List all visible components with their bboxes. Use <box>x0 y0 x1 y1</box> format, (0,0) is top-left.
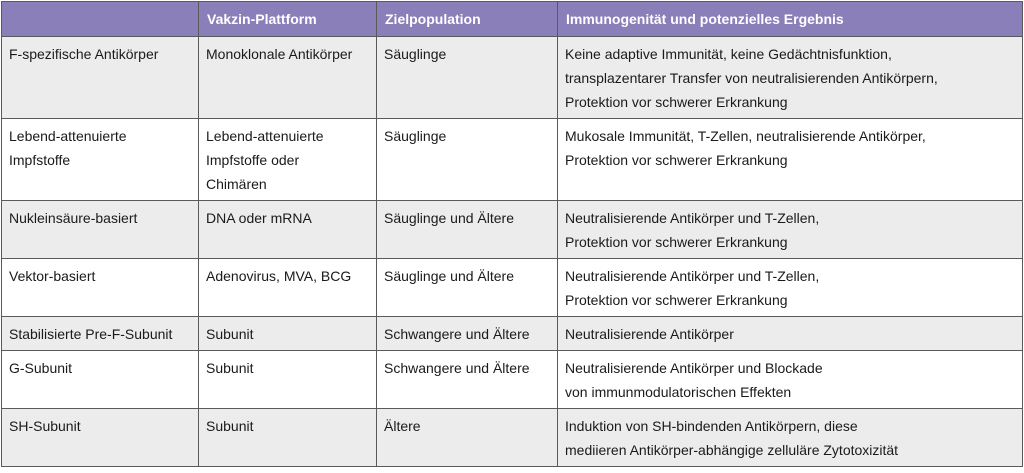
cell-name <box>2 409 199 467</box>
cell-text-line: Säuglinge und Ältere <box>384 268 514 284</box>
cell-platform <box>199 409 377 467</box>
cell-text-line: Impfstoffe oder <box>206 152 300 168</box>
cell-platform <box>199 259 377 317</box>
cell-name <box>2 351 199 409</box>
cell-text-line: Nukleinsäure-basiert <box>9 210 138 226</box>
header-cell-name <box>2 2 199 37</box>
cell-outcome <box>558 409 1023 467</box>
cell-text-line: Induktion von SH-bindenden Antikörpern, diese <box>565 418 858 434</box>
cell-text-line: Protektion vor schwerer Erkrankung <box>565 234 788 250</box>
cell-text-line: Schwangere und Ältere <box>384 326 530 342</box>
cell-text-line: SH-Subunit <box>9 418 81 434</box>
cell-text-line: Ältere <box>384 418 421 434</box>
cell-text-line: Chimären <box>206 176 267 192</box>
cell-platform <box>199 351 377 409</box>
cell-text-line: F-spezifische Antikörper <box>9 46 159 62</box>
cell-population <box>377 317 558 351</box>
cell-text-line: Neutralisierende Antikörper <box>565 326 734 342</box>
table-row <box>2 201 1023 259</box>
cell-outcome <box>558 259 1023 317</box>
cell-text-line: Protektion vor schwerer Erkrankung <box>565 292 788 308</box>
cell-outcome <box>558 37 1023 119</box>
cell-outcome <box>558 201 1023 259</box>
cell-name <box>2 37 199 119</box>
table-row <box>2 409 1023 467</box>
cell-text-line: Monoklonale Antikörper <box>206 46 353 62</box>
header-cell-platform: Vakzin-Plattform <box>199 2 377 37</box>
cell-text-line: Säuglinge <box>384 128 447 144</box>
cell-text-line: Neutralisierende Antikörper und T-Zellen, <box>565 268 820 284</box>
table-row <box>2 37 1023 119</box>
cell-text-line: transplazentarer Transfer von neutralisierenden Antikörpern, <box>565 70 938 86</box>
cell-text-line: Lebend-attenuierte <box>206 128 324 144</box>
cell-text-line: Säuglinge und Ältere <box>384 210 514 226</box>
cell-platform <box>199 119 377 201</box>
cell-name <box>2 259 199 317</box>
table-row <box>2 317 1023 351</box>
cell-text-line: Stabilisierte Pre-F-Subunit <box>9 326 173 342</box>
cell-text-line: Schwangere und Ältere <box>384 360 530 376</box>
cell-text-line: Impfstoffe <box>9 152 71 168</box>
cell-text-line: Keine adaptive Immunität, keine Gedächtnisfunktion, <box>565 46 892 62</box>
cell-population <box>377 351 558 409</box>
cell-population <box>377 409 558 467</box>
cell-outcome <box>558 351 1023 409</box>
cell-text-line: DNA oder mRNA <box>206 210 312 226</box>
cell-text-line: Lebend-attenuierte <box>9 128 127 144</box>
cell-platform <box>199 37 377 119</box>
table-row <box>2 119 1023 201</box>
cell-population <box>377 201 558 259</box>
cell-text-line: mediieren Antikörper-abhängige zelluläre Zytotoxizität <box>565 442 899 458</box>
cell-text-line: Protektion vor schwerer Erkrankung <box>565 94 788 110</box>
cell-platform <box>199 201 377 259</box>
cell-text-line: Säuglinge <box>384 46 447 62</box>
header-cell-outcome: Immunogenität und potenzielles Ergebnis <box>558 2 1023 37</box>
cell-text-line: G-Subunit <box>9 360 73 376</box>
cell-text-line: Vektor-basiert <box>9 268 96 284</box>
cell-text-line: Subunit <box>206 360 254 376</box>
cell-text-line: Protektion vor schwerer Erkrankung <box>565 152 788 168</box>
cell-outcome <box>558 119 1023 201</box>
table-row <box>2 259 1023 317</box>
cell-text-line: Neutralisierende Antikörper und T-Zellen, <box>565 210 820 226</box>
cell-name <box>2 201 199 259</box>
table-row <box>2 351 1023 409</box>
cell-population <box>377 119 558 201</box>
vaccine-table <box>1 1 1023 467</box>
table-body <box>2 37 1023 467</box>
cell-name <box>2 317 199 351</box>
cell-outcome <box>558 317 1023 351</box>
cell-text-line: Subunit <box>206 418 254 434</box>
cell-name <box>2 119 199 201</box>
cell-population <box>377 259 558 317</box>
header-cell-population: Zielpopulation <box>377 2 558 37</box>
header-row <box>2 2 1023 37</box>
cell-population <box>377 37 558 119</box>
cell-text-line: von immunmodulatorischen Effekten <box>565 384 792 400</box>
cell-text-line: Neutralisierende Antikörper und Blockade <box>565 360 823 376</box>
cell-text-line: Adenovirus, MVA, BCG <box>206 268 352 284</box>
cell-text-line: Subunit <box>206 326 254 342</box>
cell-text-line: Mukosale Immunität, T-Zellen, neutralisierende Antikörper, <box>565 128 926 144</box>
cell-platform <box>199 317 377 351</box>
